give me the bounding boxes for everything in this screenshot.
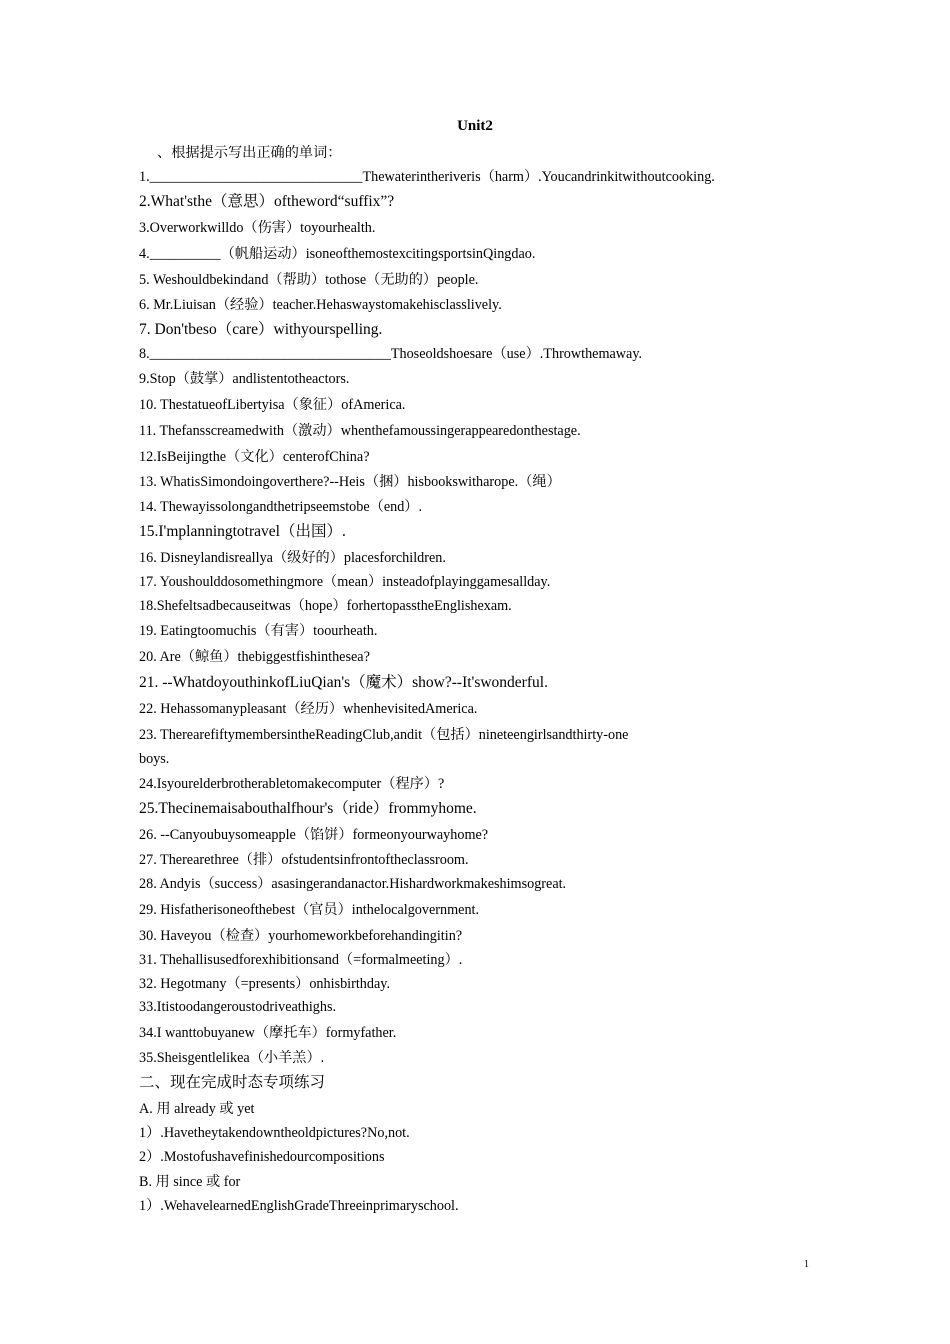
exercise-line: 28. Andyis（success）asasingerandanactor.Hishardworkmakeshimsogreat. [139, 876, 567, 892]
exercise-line: 21. --WhatdoyouthinkofLiuQian's（魔术）show?--It'swonderful. [139, 674, 548, 691]
section-heading: 二、现在完成时态专项练习 [139, 1074, 326, 1091]
exercise-line: 17. Youshoulddosomethingmore（mean）insteadofplayinggamesallday. [139, 574, 551, 590]
exercise-line: 26. --Canyoubuysomeapple（馅饼）formeonyourwayhome? [139, 827, 489, 843]
exercise-line: 29. Hisfatherisoneofthebest（官员）inthelocalgovernment. [139, 902, 480, 918]
exercise-line: 12.IsBeijingthe（文化）centerofChina? [139, 449, 370, 465]
exercise-line: 35.Sheisgentlelikea（小羊羔）. [139, 1050, 325, 1066]
exercise-line: 23. TherearefiftymembersintheReadingClub,andit（包括）nineteengirlsandthirty-one [139, 727, 629, 743]
document-title: Unit2 [457, 118, 493, 134]
exercise-line: 18.Shefeltsadbecauseitwas（hope）forhertopasstheEnglishexam. [139, 598, 512, 614]
exercise-line: 5. Weshouldbekindand（帮助）tothose（无助的）people. [139, 272, 479, 288]
exercise-line: 7. Don'tbeso（care）withyourspelling. [139, 321, 383, 338]
exercise-line: 11. Thefansscreamedwith（激动）whenthefamoussingerappearedonthestage. [139, 423, 581, 439]
exercise-line: 31. Thehallisusedforexhibitionsand（=formalmeeting）. [139, 952, 463, 968]
exercise-line: 19. Eatingtoomuchis（有害）toourheath. [139, 623, 378, 639]
exercise-line: 9.Stop（鼓掌）andlistentotheactors. [139, 371, 350, 387]
exercise-line: 34.I wanttobuyanew（摩托车）formyfather. [139, 1025, 397, 1041]
exercise-line: 13. WhatisSimondoingoverthere?--Heis（捆）hisbookswitharope.（绳） [139, 474, 561, 490]
exercise-line: 22. Hehassomanypleasant（经历）whenhevisitedAmerica. [139, 701, 478, 717]
exercise-line: 15.I'mplanningtotravel（出国）. [139, 523, 346, 540]
exercise-line: 14. Thewayissolongandthetripseemstobe（end）. [139, 499, 423, 515]
exercise-line: 1）.WehavelearnedEnglishGradeThreeinprimaryschool. [139, 1198, 459, 1214]
exercise-line: 30. Haveyou（检查）yourhomeworkbeforehandingitin? [139, 928, 463, 944]
exercise-line: 16. Disneylandisreallya（级好的）placesforchildren. [139, 550, 446, 566]
exercise-line: 27. Therearethree（排）ofstudentsinfrontoftheclassroom. [139, 852, 469, 868]
exercise-line: 25.Thecinemaisabouthalfhour's（ride）frommyhome. [139, 800, 477, 817]
subsection-heading: A. 用 already 或 yet [139, 1101, 255, 1117]
section-heading: 、根据提示写出正确的单词： [157, 145, 342, 161]
exercise-line: 2.What'sthe（意思）oftheword“suffix”? [139, 193, 395, 210]
exercise-line: 8.__________________________________Thoseoldshoesare（use）.Throwthemaway. [139, 346, 643, 362]
exercise-line: boys. [139, 751, 170, 767]
exercise-line: 4.__________（帆船运动）isoneofthemostexcitingsportsinQingdao. [139, 246, 536, 262]
exercise-line: 10. ThestatueofLibertyisa（象征）ofAmerica. [139, 397, 406, 413]
exercise-line: 1）.Havetheytakendowntheoldpictures?No,not. [139, 1125, 410, 1141]
exercise-line: 3.Overworkwilldo（伤害）toyourhealth. [139, 220, 376, 236]
exercise-line: 20. Are（鲸鱼）thebiggestfishinthesea? [139, 649, 370, 665]
exercise-line: 1.______________________________Thewaterintheriveris（harm）.Youcandrinkitwithoutcooking. [139, 169, 715, 185]
exercise-line: 6. Mr.Liuisan（经验）teacher.Hehaswaystomakehisclasslively. [139, 297, 502, 313]
exercise-line: 2）.Mostofushavefinishedourcompositions [139, 1149, 385, 1165]
exercise-line: 24.Isyourelderbrotherabletomakecomputer（程序）? [139, 776, 445, 792]
exercise-line: 33.Itistoodangeroustodriveathighs. [139, 999, 337, 1015]
page-number: 1 [804, 1259, 809, 1270]
exercise-line: 32. Hegotmany（=presents）onhisbirthday. [139, 976, 390, 992]
subsection-heading: B. 用 since 或 for [139, 1174, 241, 1190]
